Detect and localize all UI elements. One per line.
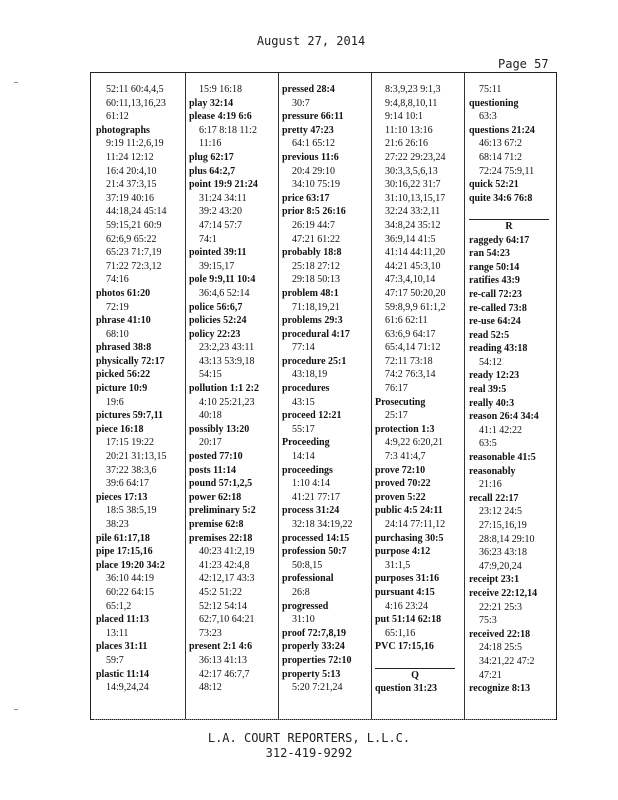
index-term: physically 72:17 [96,355,165,367]
index-term: procedures [282,383,330,395]
index-reference: 45:2 51:22 [199,586,243,598]
index-reference: 28:8,14 29:10 [479,533,535,545]
index-term: problems 29:3 [282,315,343,327]
index-term: reading 43:18 [469,343,528,355]
index-reference: 52:12 54:14 [199,600,248,612]
index-term: plastic 11:14 [96,668,150,680]
index-term: purchasing 30:5 [375,532,444,544]
header-date: August 27, 2014 [256,34,366,48]
index-reference: 47:21 [479,669,502,681]
index-frame [90,72,557,720]
index-term: plug 62:17 [189,151,234,163]
index-reference: 36:9,14 41:5 [385,233,436,245]
index-reference: 46:13 67:2 [479,138,523,150]
index-term: pursuant 4:15 [375,586,435,598]
index-reference: 62:7,10 64:21 [199,614,255,626]
index-reference: 7:3 41:4,7 [385,451,426,463]
index-term: question 31:23 [375,683,437,695]
index-reference: 25:17 [385,410,408,422]
index-reference: 74:16 [106,274,129,286]
index-term: pictures 59:7,11 [96,410,164,422]
index-term: pollution 1:1 2:2 [189,383,260,395]
index-reference: 4:9,22 6:20,21 [385,437,444,449]
index-reference: 18:5 38:5,19 [106,505,157,517]
index-term: reasonably [469,465,516,477]
index-term: piece 16:18 [96,423,144,435]
index-reference: 31:24 34:11 [199,192,247,204]
index-term: police 56:6,7 [189,301,243,313]
index-reference: 65:1,16 [385,627,416,639]
index-term: policies 52:24 [189,315,247,327]
index-reference: 6:17 8:18 11:2 [199,124,257,136]
index-term: process 31:24 [282,505,340,517]
index-reference: 26:19 44:7 [292,219,336,231]
index-term: policy 22:23 [189,328,241,340]
index-term: re-called 73:8 [469,302,527,314]
index-reference: 8:3,9,23 9:1,3 [385,84,441,95]
index-reference: 77:14 [292,342,315,354]
index-reference: 14:14 [292,451,315,463]
index-reference: 72:11 73:18 [385,355,433,367]
index-reference: 73:23 [199,627,222,639]
index-reference: 41:21 77:17 [292,491,341,503]
index-reference: 47:17 50:20,20 [385,287,446,299]
index-reference: 4:16 23:24 [385,600,429,612]
index-term: posted 77:10 [189,451,243,463]
index-reference: 43:13 53:9,18 [199,355,255,367]
index-reference: 9:19 11:2,6,19 [106,138,164,150]
index-reference: 44:21 45:3,10 [385,260,441,272]
index-reference: 21:6 26:16 [385,138,429,150]
index-term: range 50:14 [469,261,520,273]
index-reference: 20:4 29:10 [292,165,336,177]
index-term: reasonable 41:5 [469,452,536,464]
index-term: plus 64:2,7 [189,165,236,177]
index-term: put 51:14 62:18 [375,614,442,626]
index-term: phrased 38:8 [96,342,152,354]
index-reference: 22:21 25:3 [479,601,523,613]
index-term: received 22:18 [469,628,531,640]
index-column-3 [282,83,353,695]
index-term: phrase 41:10 [96,315,151,327]
index-reference: 9:14 10:1 [385,111,424,123]
index-term: pole 9:9,11 10:4 [189,274,256,286]
index-term: picture 10:9 [96,383,148,395]
index-reference: 60:22 64:15 [106,586,155,598]
index-reference: 36:23 43:18 [479,547,528,559]
index-term: progressed [282,600,329,612]
index-column-5 [469,83,553,696]
index-reference: 72:24 75:9,11 [479,165,535,177]
index-reference: 76:17 [385,383,408,395]
index-term: ran 54:23 [469,248,510,260]
index-reference: 31:1,5 [385,559,411,571]
index-term: Proceeding [282,437,330,449]
index-reference: 31:10,13,15,17 [385,192,446,204]
index-reference: 59:8,9,9 61:1,2 [385,301,446,313]
index-reference: 68:10 [106,328,129,340]
index-term: procedural 4:17 [282,328,350,340]
index-reference: 24:14 77:11,12 [385,519,446,530]
page-number: Page 57 [498,57,549,71]
index-reference: 29:18 50:13 [292,274,341,286]
index-reference: 61:6 62:11 [385,315,428,327]
index-reference: 5:20 7:21,24 [292,682,343,694]
index-reference: 19:6 [106,396,124,408]
index-term: proved 70:22 [375,478,431,490]
index-term: properties 72:10 [282,654,352,666]
section-letter: R [469,219,549,234]
index-reference: 74:2 76:3,14 [385,369,436,381]
index-reference: 59:7 [106,654,124,666]
index-reference: 61:12 [106,111,129,123]
index-reference: 36:4,6 52:14 [199,287,250,299]
index-term: problem 48:1 [282,287,339,299]
footer-phone: 312-419-9292 [265,746,353,760]
index-reference: 16:4 20:4,10 [106,165,157,177]
index-reference: 34:21,22 47:2 [479,655,535,667]
index-term: really 40:3 [469,397,515,409]
footer [0,731,618,761]
index-reference: 60:11,13,16,23 [106,97,166,109]
index-reference: 39:6 64:17 [106,478,150,490]
index-reference: 52:11 60:4,4,5 [106,84,164,95]
index-reference: 23:12 24:5 [479,506,523,518]
index-reference: 37:22 38:3,6 [106,464,157,476]
scan-mark [14,82,18,83]
index-reference: 34:10 75:19 [292,179,341,191]
index-term: professional [282,573,334,585]
index-term: preliminary 5:2 [189,505,256,517]
index-term: probably 18:8 [282,247,342,259]
index-term: pile 61:17,18 [96,532,150,544]
index-reference: 32:24 33:2,11 [385,206,441,218]
index-reference: 20:17 [199,437,222,449]
index-term: receive 22:12,14 [469,587,538,599]
column-divider [464,73,465,719]
index-term: price 63:17 [282,192,330,204]
index-term: profession 50:7 [282,546,347,558]
index-term: ratifies 43:9 [469,275,520,287]
index-reference: 21:16 [479,479,502,491]
index-term: photographs [96,124,150,136]
index-term: premise 62:8 [189,519,244,530]
index-term: proof 72:7,8,19 [282,627,346,639]
index-term: premises 22:18 [189,532,253,544]
index-term: picked 56:22 [96,369,151,381]
index-reference: 65:1,2 [106,600,132,612]
index-reference: 42:17 46:7,7 [199,668,250,680]
footer-company: L.A. COURT REPORTERS, L.L.C. [207,731,411,745]
index-term: present 2:1 4:6 [189,641,253,653]
index-term: ready 12:23 [469,370,520,382]
index-reference: 72:19 [106,301,129,313]
index-term: prove 72:10 [375,464,426,476]
blank-line [469,205,553,219]
index-reference: 43:15 [292,396,315,408]
index-reference: 14:9,24,24 [106,682,149,694]
index-reference: 17:15 19:22 [106,437,155,449]
index-reference: 54:15 [199,369,222,381]
index-term: Prosecuting [375,396,426,408]
index-reference: 1:10 4:14 [292,478,331,490]
index-term: receipt 23:1 [469,574,520,586]
index-reference: 65:4,14 71:12 [385,342,441,354]
index-reference: 20:21 31:13,15 [106,451,167,463]
index-column-4 [375,83,455,696]
index-reference: 50:8,15 [292,559,323,571]
index-reference: 39:2 43:20 [199,206,243,218]
index-term: purposes 31:16 [375,573,440,585]
index-term: PVC 17:15,16 [375,641,434,653]
index-reference: 25:18 27:12 [292,260,341,272]
column-divider [371,73,372,719]
index-term: pretty 47:23 [282,124,334,136]
index-reference: 41:23 42:4,8 [199,559,250,571]
index-term: protection 1:3 [375,423,435,435]
index-term: questions 21:24 [469,124,535,136]
index-reference: 30:16,22 31:7 [385,179,441,191]
index-reference: 48:12 [199,682,222,694]
index-term: placed 11:13 [96,614,150,626]
index-reference: 30:7 [292,97,310,109]
index-reference: 11:16 [199,138,222,150]
index-term: reason 26:4 34:4 [469,411,539,423]
index-reference: 39:15,17 [199,260,235,272]
index-term: play 32:14 [189,97,234,109]
index-reference: 4:10 25:21,23 [199,396,255,408]
index-term: pressed 28:4 [282,84,335,95]
index-reference: 75:11 [479,84,502,95]
index-reference: 36:13 41:13 [199,654,248,666]
index-reference: 32:18 34:19,22 [292,519,353,530]
index-reference: 42:12,17 43:3 [199,573,255,585]
index-reference: 64:1 65:12 [292,138,336,150]
index-term: recognize 8:13 [469,683,531,695]
index-column-1 [96,83,167,695]
index-reference: 26:8 [292,586,310,598]
index-reference: 38:23 [106,519,129,530]
index-term: photos 61:20 [96,287,151,299]
index-reference: 40:23 41:2,19 [199,546,255,558]
index-column-2 [189,83,259,695]
index-reference: 27:15,16,19 [479,520,527,531]
index-reference: 63:6,9 64:17 [385,328,436,340]
index-term: public 4:5 24:11 [375,505,443,517]
index-reference: 71:18,19,21 [292,301,340,313]
index-term: pound 57:1,2,5 [189,478,253,490]
index-reference: 27:22 29:23,24 [385,151,446,163]
index-term: previous 11:6 [282,151,339,163]
column-divider [278,73,279,719]
index-reference: 37:19 40:16 [106,192,155,204]
index-reference: 75:3 [479,615,497,627]
index-term: pressure 66:11 [282,111,344,123]
index-term: re-use 64:24 [469,316,521,328]
index-reference: 65:23 71:7,19 [106,247,162,259]
index-term: posts 11:14 [189,464,236,476]
index-reference: 30:3,3,5,6,13 [385,165,438,177]
index-term: pointed 39:11 [189,247,247,259]
index-term: places 31:11 [96,641,148,653]
index-term: property 5:13 [282,668,341,680]
column-divider [185,73,186,719]
index-reference: 21:4 37:3,15 [106,179,157,191]
index-term: point 19:9 21:24 [189,179,258,191]
index-term: prior 8:5 26:16 [282,206,346,218]
index-reference: 9:4,8,8,10,11 [385,97,438,109]
index-reference: 54:12 [479,356,502,368]
index-reference: 63:3 [479,111,497,123]
index-reference: 68:14 71:2 [479,151,523,163]
index-reference: 15:9 16:18 [199,84,243,95]
index-term: pipe 17:15,16 [96,546,153,558]
blank-line [375,654,455,668]
index-term: proven 5:22 [375,491,426,503]
index-term: proceedings [282,464,333,476]
index-term: recall 22:17 [469,492,519,504]
index-term: processed 14:15 [282,532,350,544]
index-term: raggedy 64:17 [469,234,530,246]
index-reference: 47:3,4,10,14 [385,274,436,286]
index-reference: 11:24 12:12 [106,151,154,163]
index-term: procedure 25:1 [282,355,347,367]
index-term: quick 52:21 [469,179,519,191]
index-reference: 63:5 [479,438,497,450]
index-reference: 43:18,19 [292,369,328,381]
index-reference: 11:10 13:16 [385,124,433,136]
index-term: possibly 13:20 [189,423,250,435]
scan-mark [14,709,18,710]
index-term: re-call 72:23 [469,288,522,300]
index-term: read 52:5 [469,329,510,341]
index-term: real 39:5 [469,384,507,396]
index-reference: 31:10 [292,614,315,626]
index-reference: 47:14 57:7 [199,219,243,231]
index-reference: 40:18 [199,410,222,422]
index-reference: 59:15,21 60:9 [106,219,162,231]
index-reference: 41:14 44:11,20 [385,247,446,259]
index-term: properly 33:24 [282,641,345,653]
index-reference: 55:17 [292,423,315,435]
bottom-dotted-rule [94,719,554,720]
index-reference: 44:18,24 45:14 [106,206,167,218]
index-term: please 4:19 6:6 [189,111,252,123]
index-reference: 71:22 72:3,12 [106,260,162,272]
index-reference: 23:2,23 43:11 [199,342,255,354]
index-reference: 34:8,24 35:12 [385,219,441,231]
index-reference: 36:10 44:19 [106,573,155,585]
index-term: pieces 17:13 [96,491,148,503]
index-reference: 74:1 [199,233,217,245]
section-letter: Q [375,668,455,683]
index-reference: 13:11 [106,627,129,639]
index-term: questioning [469,97,519,109]
index-reference: 24:18 25:5 [479,642,523,654]
index-reference: 41:1 42:22 [479,424,523,436]
index-term: proceed 12:21 [282,410,342,422]
index-term: power 62:18 [189,491,242,503]
index-term: place 19:20 34:2 [96,559,165,571]
index-reference: 47:21 61:22 [292,233,341,245]
index-term: purpose 4:12 [375,546,431,558]
index-reference: 47:9,20,24 [479,560,522,572]
index-reference: 62:6,9 65:22 [106,233,157,245]
index-term: quite 34:6 76:8 [469,192,533,204]
